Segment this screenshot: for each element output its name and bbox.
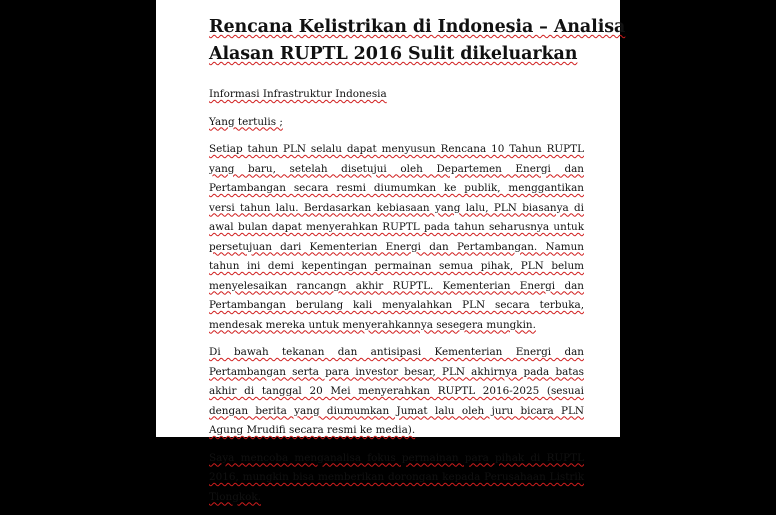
document-title bbox=[209, 14, 626, 68]
greeting-text: Yang tertulis ; bbox=[209, 115, 283, 128]
paragraph-3-text: Saya mencoba menganalisa fokus permainan para pihak di RUPTL 2016, mungkin bisa memberikan dorongan kepada Perusahaan Listrik Tiongkok. bbox=[209, 451, 584, 503]
source-text: Informasi Infrastruktur Indonesia bbox=[209, 88, 387, 100]
document-page bbox=[156, 0, 626, 503]
paragraph-1 bbox=[209, 140, 584, 335]
paragraph-2 bbox=[209, 343, 584, 441]
paragraph-3 bbox=[209, 449, 584, 508]
document-content bbox=[209, 14, 626, 515]
title-line-2: Alasan RUPTL 2016 Sulit dikeluarkan bbox=[209, 44, 578, 64]
source-line bbox=[209, 85, 584, 105]
title-line-1: Rencana Kelistrikan di Indonesia – Analisa bbox=[209, 17, 626, 37]
greeting-line bbox=[209, 113, 584, 133]
paragraph-1-text: Setiap tahun PLN selalu dapat menyusun Rencana 10 Tahun RUPTL yang baru, setelah disetujui oleh Departemen Energi dan Pertambangan secara resmi diumumkan ke publik, menggantikan versi tahun lalu. Berdasarkan kebiasaan yang lalu, PLN biasanya di awal bulan dapat menyerahkan RUPTL pada tahun seharusnya untuk persetujuan dari Kementerian Energi dan Pertambangan. Namun tahun ini demi kepentingan permainan semua pihak, PLN belum menyelesaikan rancangn akhir RUPTL. Kementerian Energi dan Pertambangan berulang kali menyalahkan PLN secara terbuka, mendesak mereka untuk menyerahkannya sesegera mungkin. bbox=[209, 143, 584, 331]
paragraph-2-text: Di bawah tekanan dan antisipasi Kementerian Energi dan Pertambangan serta para investor besar, PLN akhirnya pada batas akhir di tanggal 20 Mei menyerahkan RUPTL 2016-2025 (sesuai dengan berita yang diumumkan Jumat lalu oleh juru bicara PLN Agung Mrudifi secara resmi ke media). bbox=[209, 346, 584, 436]
